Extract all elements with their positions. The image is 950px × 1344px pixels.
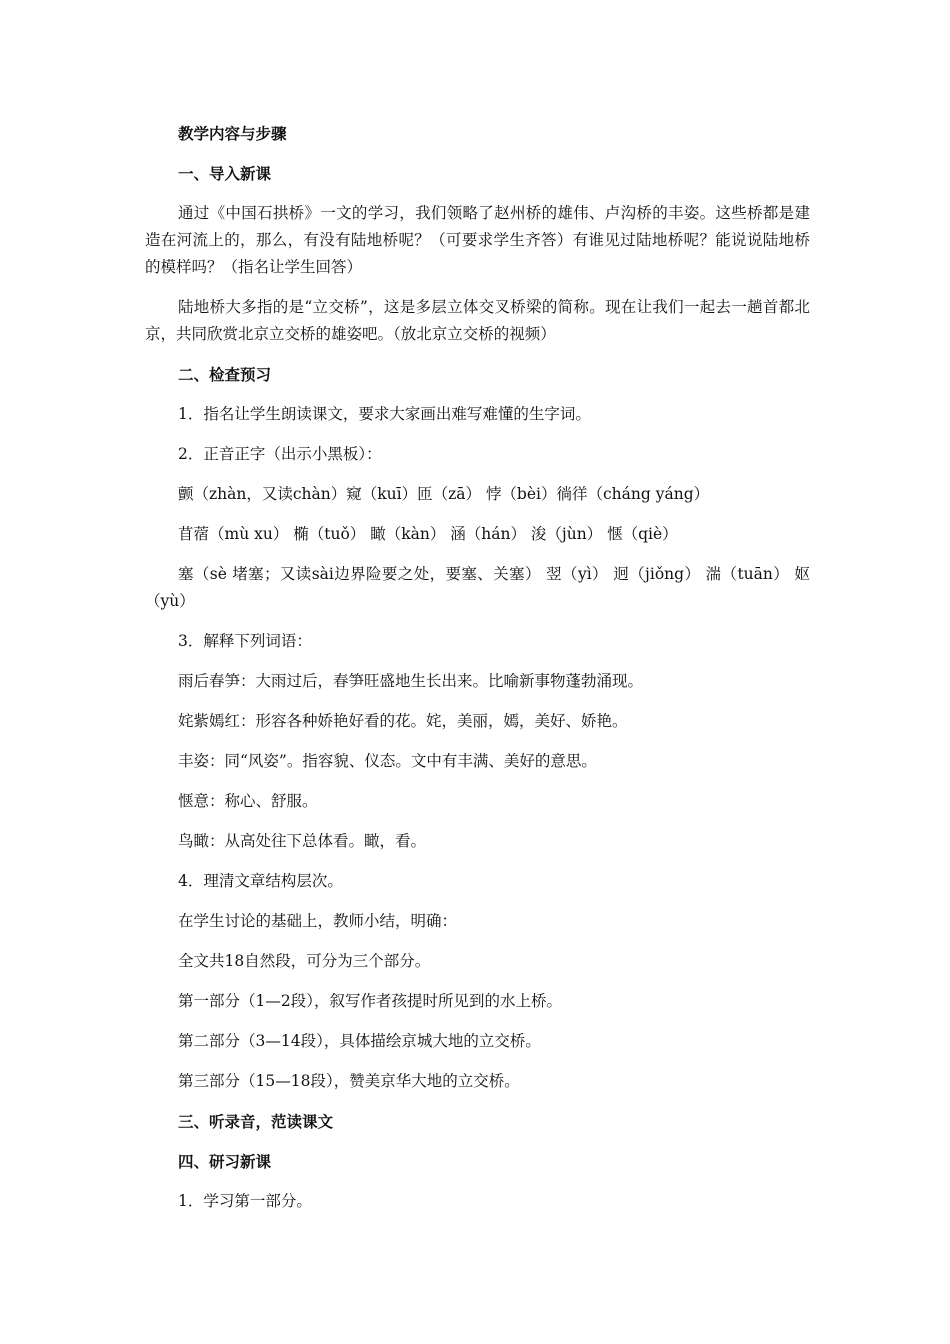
definition: 鸟瞰：从高处往下总体看。瞰，看。 (178, 832, 427, 850)
section-title-1: 一、导入新课 (178, 164, 272, 183)
section-title-4: 四、研习新课 (178, 1152, 272, 1171)
paragraph: 在学生讨论的基础上，教师小结，明确： (178, 912, 458, 930)
structure-part: 第二部分（3—14段），具体描绘京城大地的立交桥。 (178, 1032, 541, 1050)
list-item: 4．理清文章结构层次。 (178, 872, 343, 890)
structure-part: 第三部分（15—18段），赞美京华大地的立交桥。 (178, 1072, 520, 1090)
list-item: 3．解释下列词语： (178, 632, 312, 650)
definition: 姹紫嫣红：形容各种娇艳好看的花。姹，美丽，嫣，美好、娇艳。 (178, 712, 628, 730)
definition: 惬意：称心、舒服。 (178, 792, 318, 810)
section-title-2: 二、检查预习 (178, 365, 272, 384)
pronunciation-line: 颤（zhàn，又读chàn）窥（kuī）匝（zā） 悖（bèi）徜徉（cháng yáng） (178, 485, 710, 503)
list-item: 2．正音正字（出示小黑板）： (178, 445, 382, 463)
section-title-3: 三、听录音，范读课文 (178, 1112, 334, 1131)
paragraph: 通过《中国石拱桥》一文的学习，我们领略了赵州桥的雄伟、卢沟桥的丰姿。这些桥都是建造在河流上的，那么，有没有陆地桥呢？（可要求学生齐答）有谁见过陆地桥呢？能说说陆地桥的模样吗？（指名让学生回答） (145, 204, 810, 276)
pronunciation-line: 塞（sè 堵塞；又读sài边界险要之处，要塞、关塞） 翌（yì） 迥（jiǒng） 湍（tuān） 妪（yù） (145, 565, 810, 610)
pronunciation-line: 苜蓿（mù xu） 椭（tuǒ） 瞰（kàn） 涵（hán） 浚（jùn） 惬（qiè） (178, 525, 678, 543)
definition: 丰姿：同“风姿”。指容貌、仪态。文中有丰满、美好的意思。 (178, 752, 597, 770)
list-item: 1．指名让学生朗读课文，要求大家画出难写难懂的生字词。 (178, 405, 591, 423)
document-body (145, 120, 810, 1228)
document-heading: 教学内容与步骤 (178, 124, 287, 143)
paragraph: 全文共18自然段，可分为三个部分。 (178, 952, 431, 970)
list-item: 1．学习第一部分。 (178, 1192, 312, 1210)
paragraph: 陆地桥大多指的是“立交桥”，这是多层立体交叉桥梁的简称。现在让我们一起去一趟首都北京，共同欣赏北京立交桥的雄姿吧。（放北京立交桥的视频） (145, 298, 810, 343)
definition: 雨后春笋：大雨过后，春笋旺盛地生长出来。比喻新事物蓬勃涌现。 (178, 672, 644, 690)
structure-part: 第一部分（1—2段），叙写作者孩提时所见到的水上桥。 (178, 992, 562, 1010)
